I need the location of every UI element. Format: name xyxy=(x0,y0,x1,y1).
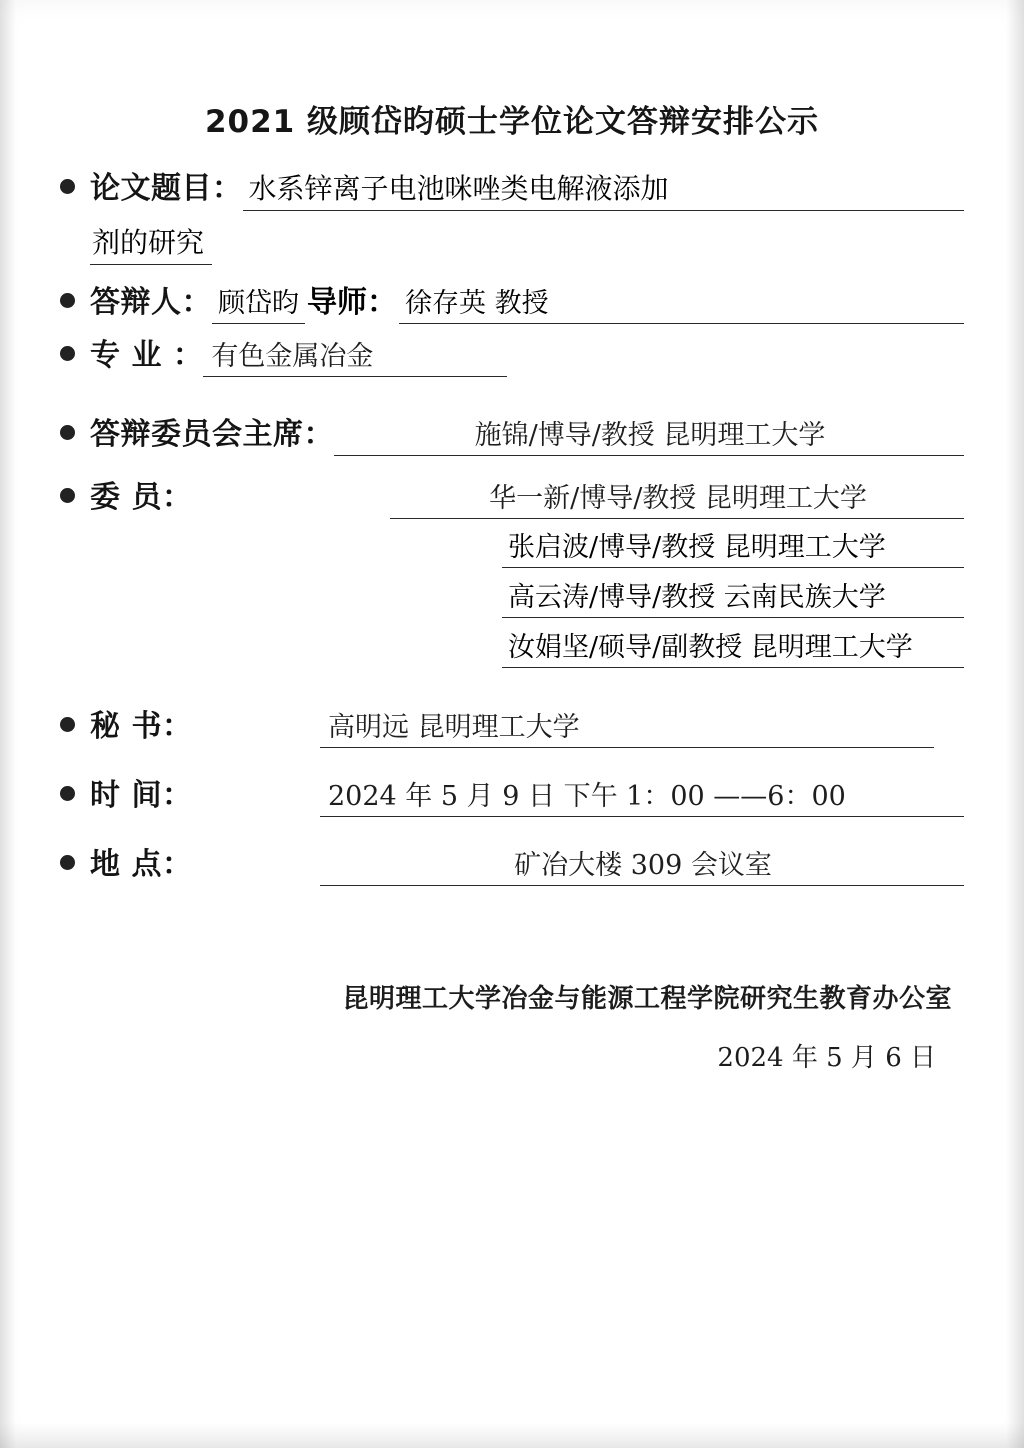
bullet-icon xyxy=(60,486,90,506)
page-edge-shadow-bottom xyxy=(0,1422,1024,1448)
committee-member-1: 华一新/博导/教授 昆明理工大学 xyxy=(390,476,964,519)
bullet-icon xyxy=(60,853,90,873)
field-committee-chair xyxy=(60,409,964,456)
field-place xyxy=(60,839,964,886)
committee-member-row xyxy=(60,525,964,568)
committee-member-2: 张启波/博导/教授 昆明理工大学 xyxy=(502,525,964,568)
defender-name: 顾岱昀 xyxy=(212,281,305,324)
committee-member-row xyxy=(60,625,964,668)
bullet-icon xyxy=(60,715,90,735)
field-secretary xyxy=(60,701,964,748)
place-value: 矿冶大楼 309 会议室 xyxy=(320,843,964,886)
secretary-value: 高明远 昆明理工大学 xyxy=(320,705,934,748)
committee-member-row xyxy=(60,575,964,618)
field-defender-advisor xyxy=(60,277,964,324)
major-value: 有色金属冶金 xyxy=(203,334,507,377)
thesis-title-label: 论文题目： xyxy=(90,171,243,206)
issuing-organization: 昆明理工大学冶金与能源工程学院研究生教育办公室 xyxy=(342,984,952,1014)
defender-advisor-values xyxy=(212,277,964,324)
time-value: 2024 年 5 月 9 日 下午 1：00 ——6：00 xyxy=(320,774,964,817)
bullet-icon xyxy=(60,784,90,804)
spacer xyxy=(60,675,964,701)
bullet-icon xyxy=(60,344,90,364)
thesis-title-value-line1: 水系锌离子电池咪唑类电解液添加 xyxy=(243,167,965,211)
indent-spacer xyxy=(60,575,502,618)
secretary-label: 秘 书： xyxy=(90,709,193,744)
issue-date: 2024 年 5 月 6 日 xyxy=(717,1043,936,1073)
spacer xyxy=(60,823,964,839)
field-major xyxy=(60,330,964,377)
place-label: 地 点： xyxy=(90,847,193,882)
advisor-name: 徐存英 教授 xyxy=(399,281,964,324)
thesis-title-value-line2: 剂的研究 xyxy=(90,221,212,265)
thesis-title-line2-row xyxy=(90,221,964,265)
spacer xyxy=(60,462,964,472)
field-committee-members xyxy=(60,472,964,519)
committee-member-3: 高云涛/博导/教授 云南民族大学 xyxy=(502,575,964,618)
page-title: 2021 级顾岱昀硕士学位论文答辩安排公示 xyxy=(204,104,820,140)
bullet-icon xyxy=(60,291,90,311)
spacer xyxy=(60,754,964,770)
field-thesis-title xyxy=(60,163,964,211)
advisor-label: 导师： xyxy=(307,285,397,320)
spacer xyxy=(60,383,964,409)
indent-spacer xyxy=(60,525,502,568)
major-label: 专 业 ： xyxy=(90,338,204,373)
committee-members-label: 委 员： xyxy=(90,480,193,515)
committee-chair-label: 答辩委员会主席： xyxy=(90,417,334,452)
committee-chair-value: 施锦/博导/教授 昆明理工大学 xyxy=(334,413,964,456)
time-label: 时 间： xyxy=(90,778,193,813)
field-time xyxy=(60,770,964,817)
committee-member-4: 汝娟坚/硕导/副教授 昆明理工大学 xyxy=(502,625,964,668)
defender-label: 答辩人： xyxy=(90,285,212,320)
document-footer xyxy=(60,978,964,1074)
bullet-icon xyxy=(60,177,90,197)
bullet-icon xyxy=(60,423,90,443)
indent-spacer xyxy=(60,625,502,668)
